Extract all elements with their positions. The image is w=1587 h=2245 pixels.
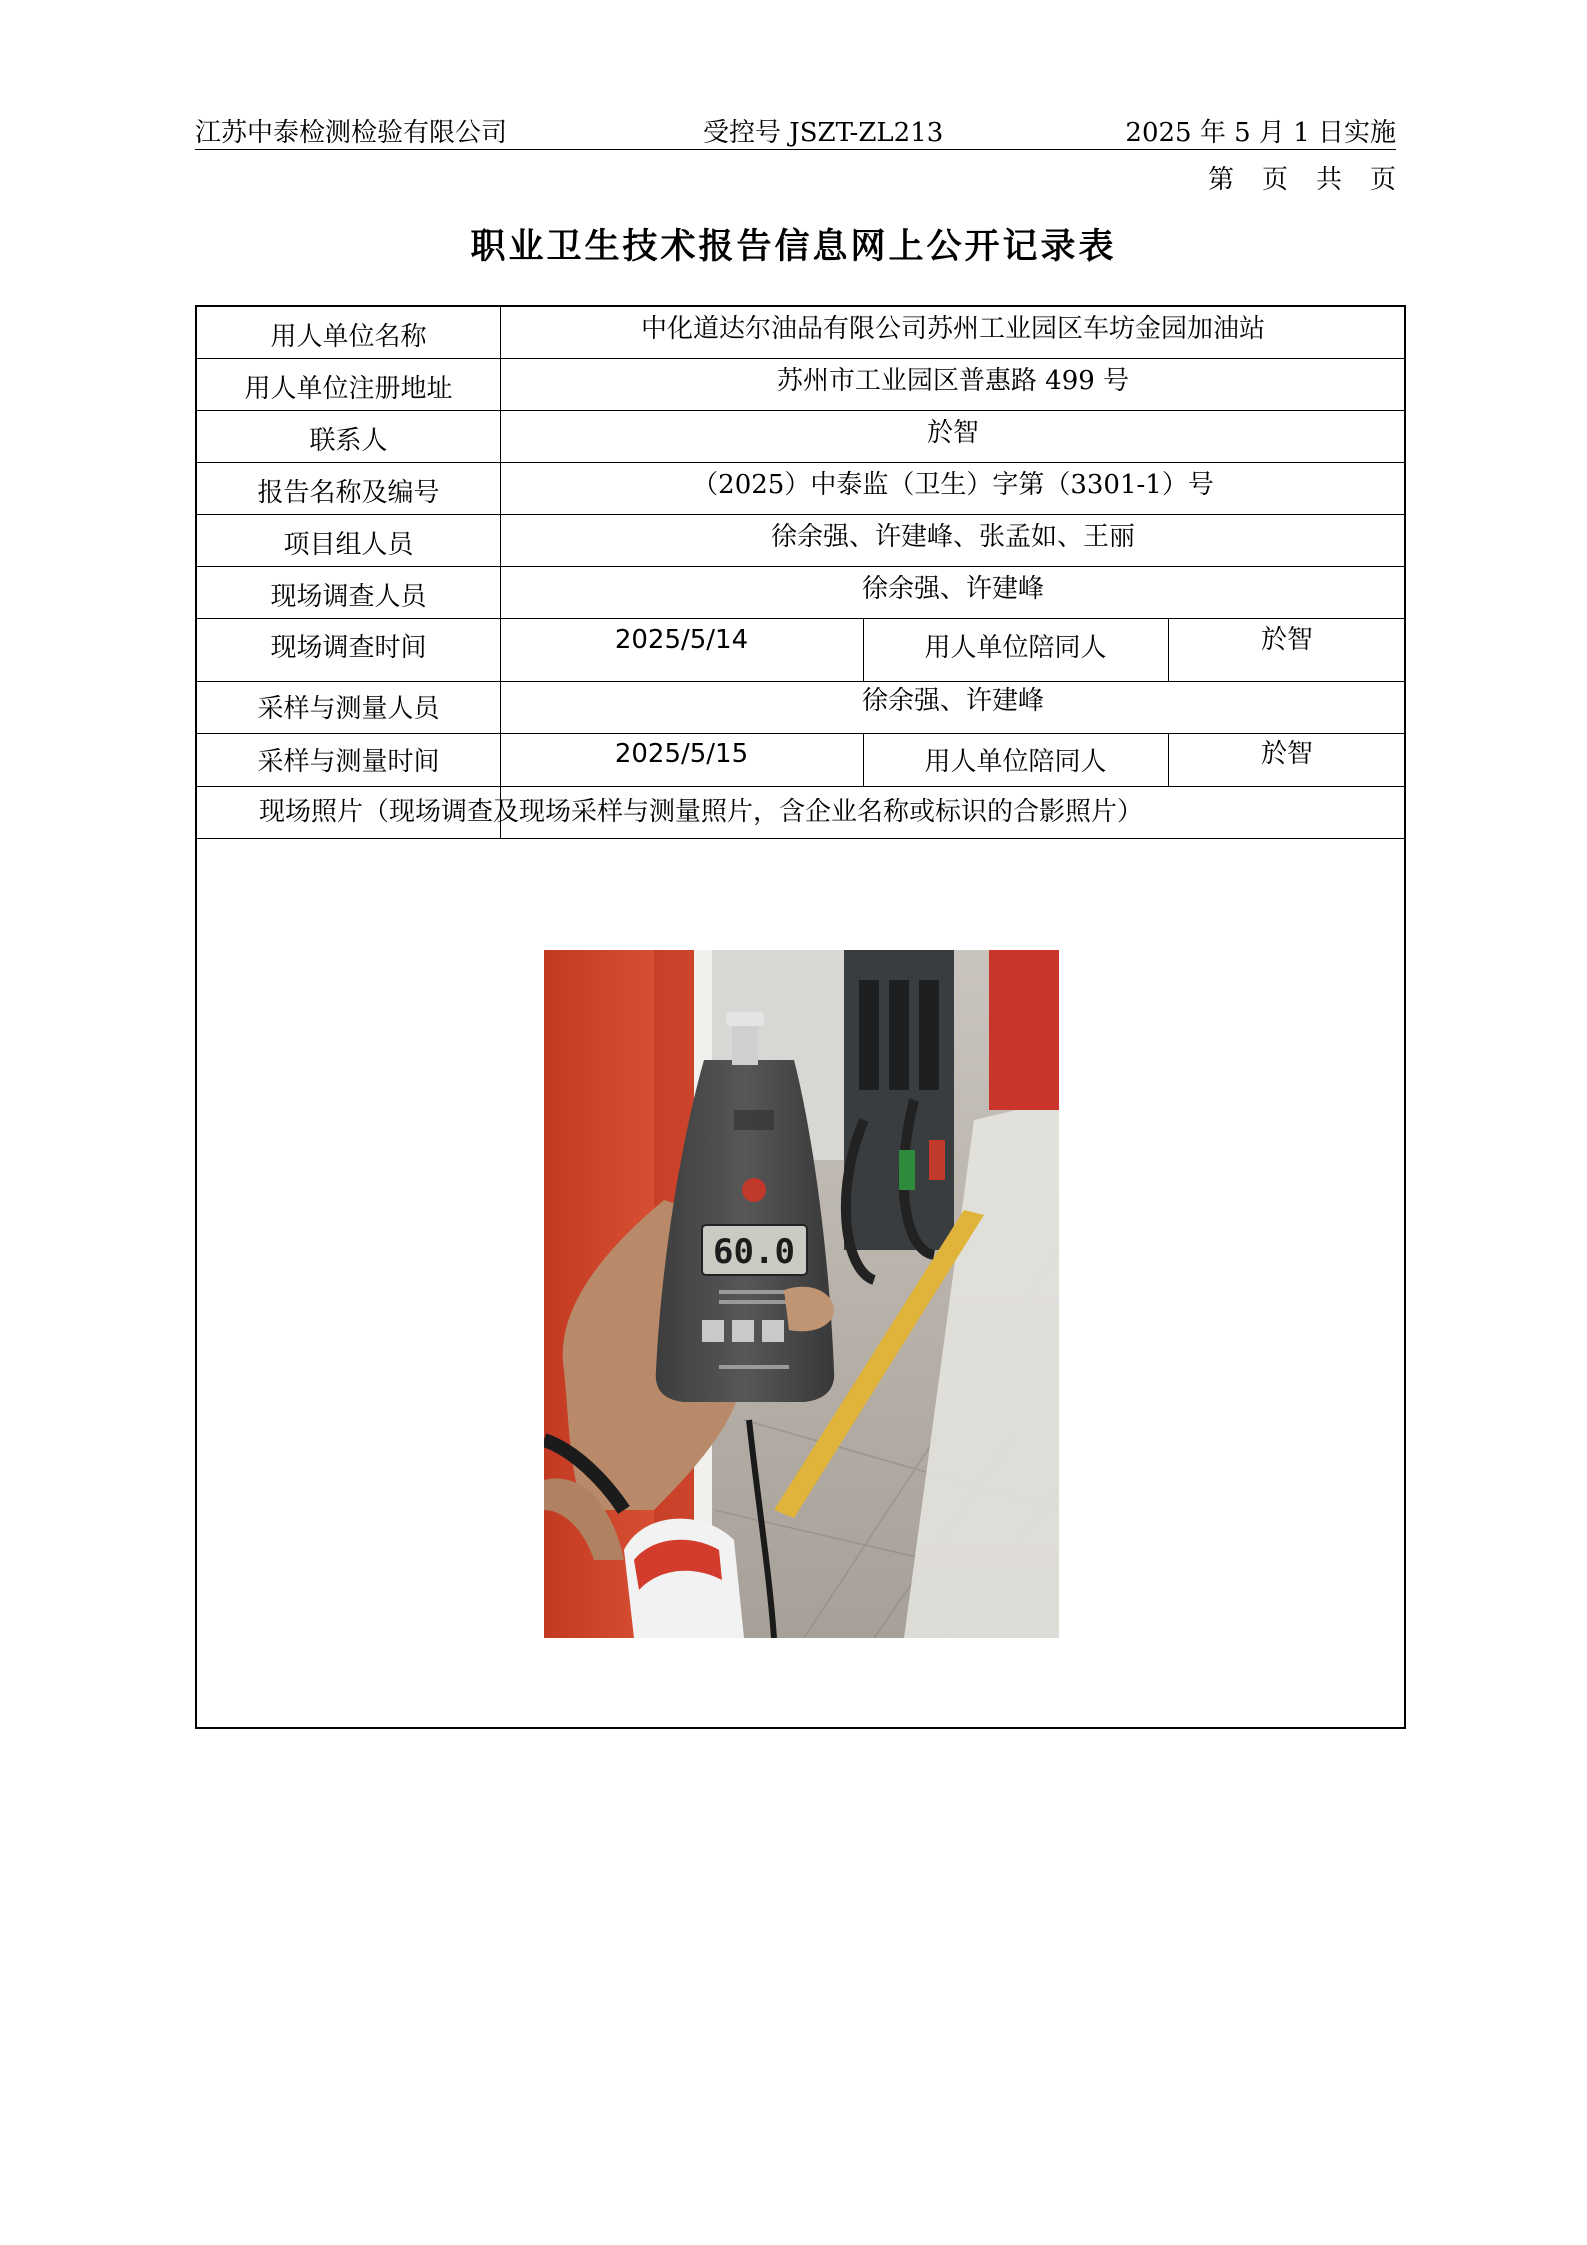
photos-label: 现场照片（现场调查及现场采样与测量照片，含企业名称或标识的合影照片） (259, 797, 1144, 827)
report-value: （2025）中泰监（卫生）字第（3301-1）号 (692, 470, 1214, 500)
page-label-gong: 共 (1315, 165, 1342, 195)
power-button-icon (742, 1178, 766, 1202)
contact-label: 联系人 (309, 426, 388, 456)
employer-name-value: 中化道达尔油品有限公司苏州工业园区车坊金园加油站 (640, 314, 1265, 344)
meter-button-2 (732, 1320, 754, 1342)
sampling-staff-value: 徐余强、许建峰 (861, 686, 1044, 716)
header-rule (195, 149, 1396, 150)
row-divider (197, 358, 1404, 359)
nozzle-red (929, 1140, 945, 1180)
page-number (1208, 165, 1396, 195)
meter-button-3 (762, 1320, 784, 1342)
sampling-escort-label: 用人单位陪同人 (924, 747, 1107, 777)
document-title: 职业卫生技术报告信息网上公开记录表 (470, 227, 1117, 267)
far-pump (989, 950, 1059, 1110)
sampling-time-label: 采样与测量时间 (257, 747, 440, 777)
nozzle-green (899, 1150, 915, 1190)
row-divider (197, 733, 1404, 734)
survey-staff-value: 徐余强、许建峰 (861, 574, 1044, 604)
survey-time-value: 2025/5/14 (614, 625, 749, 655)
project-team-value: 徐余强、许建峰、张孟如、王丽 (770, 522, 1135, 552)
row-divider (197, 514, 1404, 515)
row-divider (197, 566, 1404, 567)
sampling-escort-value: 於智 (1260, 739, 1313, 769)
row-divider (197, 618, 1404, 619)
record-form (195, 305, 1406, 1729)
employer-address-label: 用人单位注册地址 (244, 374, 453, 404)
survey-escort-label: 用人单位陪同人 (924, 633, 1107, 663)
sampling-time-value: 2025/5/15 (614, 739, 749, 769)
row-divider (197, 786, 1404, 787)
page-label-ye2: 页 (1369, 165, 1396, 195)
sound-meter-photo (544, 950, 1059, 1638)
microphone-icon (732, 1020, 758, 1065)
control-number: 受控号 JSZT-ZL213 (703, 118, 944, 148)
employer-name-label: 用人单位名称 (270, 322, 427, 352)
row-divider (197, 462, 1404, 463)
survey-escort-value: 於智 (1260, 625, 1313, 655)
row-divider (197, 838, 1404, 839)
report-label: 报告名称及编号 (257, 478, 440, 508)
employer-address-value: 苏州市工业园区普惠路 499 号 (776, 366, 1130, 396)
effective-date: 2025 年 5 月 1 日实施 (1125, 118, 1396, 148)
survey-staff-label: 现场调查人员 (270, 582, 427, 612)
page-label-di: 第 (1207, 165, 1234, 195)
row-divider (197, 681, 1404, 682)
meter-button-1 (702, 1320, 724, 1342)
contact-value: 於智 (926, 418, 979, 448)
sampling-staff-label: 采样与测量人员 (257, 694, 440, 724)
page-label-ye: 页 (1261, 165, 1288, 195)
project-team-label: 项目组人员 (283, 530, 414, 560)
company-name: 江苏中泰检测检验有限公司 (195, 118, 508, 148)
site-photo (544, 950, 1059, 1638)
meter-reading: 60.0 (713, 1232, 795, 1272)
survey-time-label: 现场调查时间 (270, 633, 427, 663)
row-divider (197, 410, 1404, 411)
